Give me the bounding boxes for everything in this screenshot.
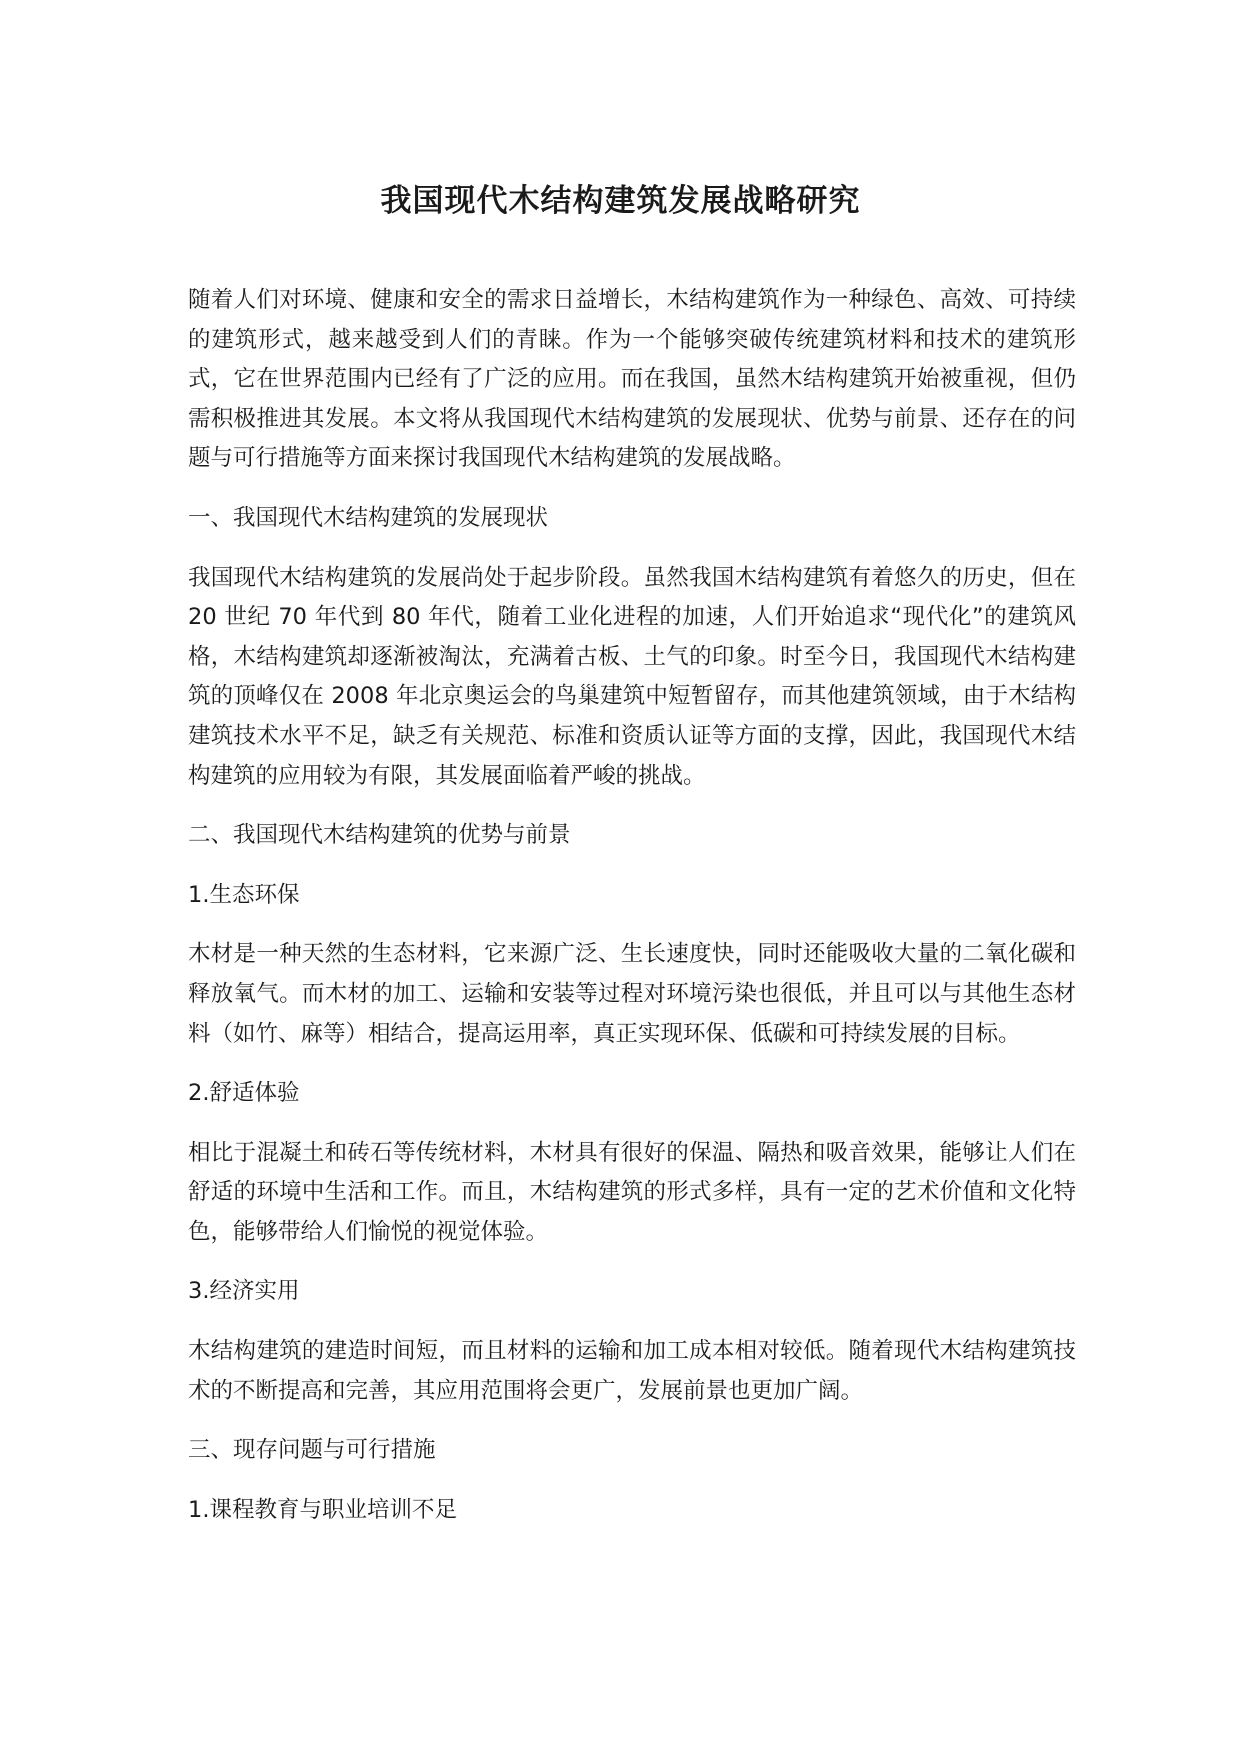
- section-heading-2: 二、我国现代木结构建筑的优势与前景: [188, 822, 571, 849]
- subheading-comfort: 2.舒适体验: [188, 1080, 300, 1107]
- paragraph-current-status: 我国现代木结构建筑的发展尚处于起步阶段。虽然我国木结构建筑有着悠久的历史，但在 20 世纪 70 年代到 80 年代，随着工业化进程的加速，人们开始追求“现代化”的建筑风格，木结构建筑却逐渐被淘汰，充满着古板、土气的印象。时至今日，我国现代木结构建筑的顶峰仅在 2008 年北京奥运会的鸟巢建筑中短暂留存，而其他建筑领域，由于木结构建筑技术水平不足，缺乏有关规范、标准和资质认证等方面的支撑，因此，我国现代木结构建筑的应用较为有限，其发展面临着严峻的挑战。: [188, 564, 1076, 789]
- paragraph-eco: 木材是一种天然的生态材料，它来源广泛、生长速度快，同时还能吸收大量的二氧化碳和释放氧气。而木材的加工、运输和安装等过程对环境污染也很低，并且可以与其他生态材料（如竹、麻等）相结合，提高运用率，真正实现环保、低碳和可持续发展的目标。: [188, 941, 1076, 1047]
- subheading-economy: 3.经济实用: [188, 1278, 300, 1305]
- paragraph-comfort: 相比于混凝土和砖石等传统材料，木材具有很好的保温、隔热和吸音效果，能够让人们在舒适的环境中生活和工作。而且，木结构建筑的形式多样，具有一定的艺术价值和文化特色，能够带给人们愉悦的视觉体验。: [188, 1139, 1076, 1245]
- subheading-education: 1.课程教育与职业培训不足: [188, 1496, 457, 1523]
- intro-paragraph: 随着人们对环境、健康和安全的需求日益增长，木结构建筑作为一种绿色、高效、可持续的建筑形式，越来越受到人们的青睐。作为一个能够突破传统建筑材料和技术的建筑形式，它在世界范围内已经有了广泛的应用。而在我国，虽然木结构建筑开始被重视，但仍需积极推进其发展。本文将从我国现代木结构建筑的发展现状、优势与前景、还存在的问题与可行措施等方面来探讨我国现代木结构建筑的发展战略。: [188, 287, 1076, 472]
- document-body: [188, 281, 1076, 1550]
- paragraph-economy: 木结构建筑的建造时间短，而且材料的运输和加工成本相对较低。随着现代木结构建筑技术的不断提高和完善，其应用范围将会更广，发展前景也更加广阔。: [188, 1338, 1076, 1404]
- section-heading-1: 一、我国现代木结构建筑的发展现状: [188, 504, 549, 531]
- subheading-eco: 1.生态环保: [188, 881, 300, 908]
- section-heading-3: 三、现存问题与可行措施: [188, 1437, 436, 1464]
- document-title: 我国现代木结构建筑发展战略研究: [380, 183, 861, 219]
